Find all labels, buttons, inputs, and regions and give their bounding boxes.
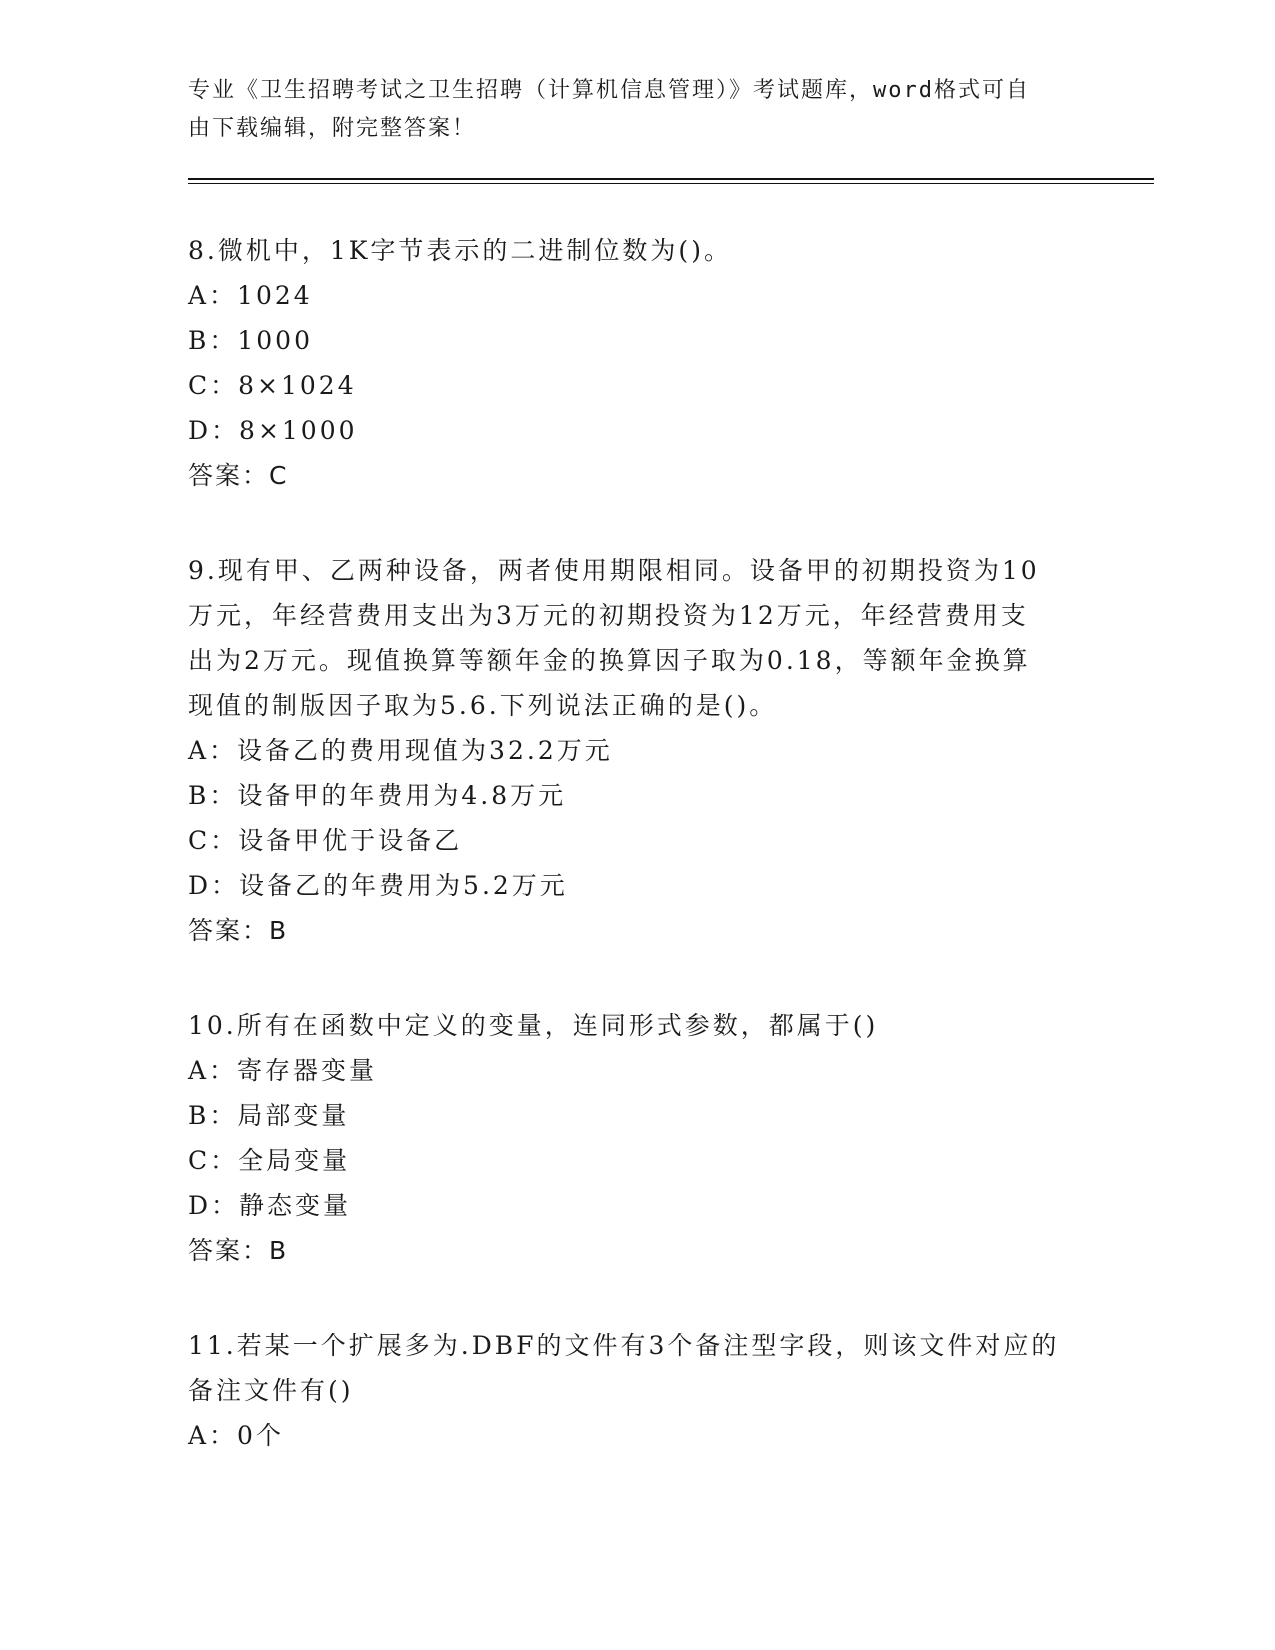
option-b: B：局部变量 — [188, 1101, 350, 1130]
question-stem-line-2: 万元，年经营费用支出为3万元的初期投资为12万元，年经营费用支 — [188, 601, 1029, 630]
header-line-1: 专业《卫生招聘考试之卫生招聘（计算机信息管理）》考试题库，word格式可自 — [188, 78, 1030, 103]
question-list — [188, 228, 1088, 1508]
header-line-2: 由下载编辑，附完整答案！ — [188, 116, 477, 141]
header-divider-top — [188, 178, 1154, 180]
option-d: D：8×1000 — [188, 416, 358, 445]
question-stem-line-4: 现值的制版因子取为5.6.下列说法正确的是()。 — [188, 691, 778, 720]
option-a: A：设备乙的费用现值为32.2万元 — [188, 736, 613, 765]
question-9 — [188, 548, 1088, 953]
question-stem-line-3: 出为2万元。现值换算等额年金的换算因子取为0.18，等额年金换算 — [188, 646, 1031, 675]
answer-line: 答案：C — [188, 461, 289, 490]
option-a: A：寄存器变量 — [188, 1056, 378, 1085]
question-stem: 10.所有在函数中定义的变量，连同形式参数，都属于() — [188, 1011, 879, 1040]
option-b: B：1000 — [188, 326, 313, 355]
option-c: C：全局变量 — [188, 1146, 351, 1175]
option-a: A：1024 — [188, 281, 313, 310]
question-8 — [188, 228, 1088, 498]
option-c: C：8×1024 — [188, 371, 357, 400]
question-stem: 8.微机中，1K字节表示的二进制位数为()。 — [188, 236, 732, 265]
option-c: C：设备甲优于设备乙 — [188, 826, 463, 855]
question-stem-line-1: 9.现有甲、乙两种设备，两者使用期限相同。设备甲的初期投资为10 — [188, 556, 1040, 585]
question-stem-line-1: 11.若某一个扩展多为.DBF的文件有3个备注型字段，则该文件对应的 — [188, 1331, 1060, 1360]
option-b: B：设备甲的年费用为4.8万元 — [188, 781, 567, 810]
answer-line: 答案：B — [188, 1236, 289, 1265]
question-stem-line-2: 备注文件有() — [188, 1376, 354, 1405]
option-a: A：0个 — [188, 1421, 284, 1450]
answer-line: 答案：B — [188, 916, 289, 945]
option-d: D：设备乙的年费用为5.2万元 — [188, 871, 568, 900]
question-11 — [188, 1323, 1088, 1458]
document-header — [188, 72, 1088, 148]
question-10 — [188, 1003, 1088, 1273]
header-divider-bottom — [188, 183, 1154, 184]
option-d: D：静态变量 — [188, 1191, 352, 1220]
